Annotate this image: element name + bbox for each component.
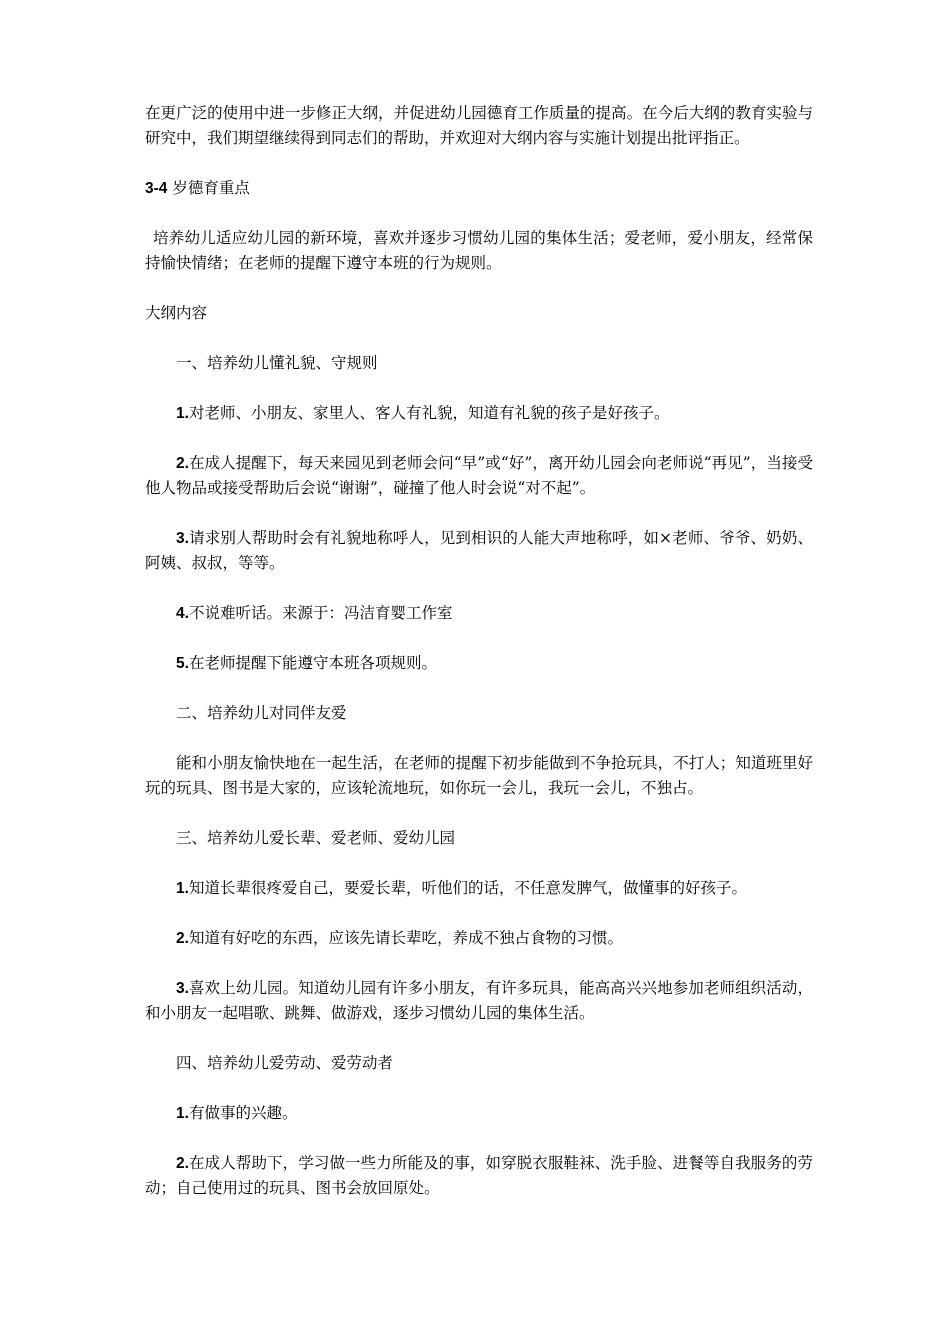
item-text: 在老师提醒下能遵守本班各项规则。 <box>188 654 437 672</box>
section-title-text: 岁德育重点 <box>167 179 250 197</box>
part1-heading: 一、培养幼儿懂礼貌、守规则 <box>176 354 378 372</box>
part4-heading: 四、培养幼儿爱劳动、爱劳动者 <box>176 1054 394 1072</box>
item-text: 不说难听话。来源于：冯洁育婴工作室 <box>188 604 453 622</box>
section-title-age: 3-4 <box>145 180 168 197</box>
item-number: 1. <box>176 1105 189 1122</box>
item-text: 在成人提醒下，每天来园见到老师会问“早”或“好”，离开幼儿园会向老师说“再见”，当接受他人物品或接受帮助后会说“谢谢”，碰撞了他人时会说“对不起”。 <box>145 454 813 497</box>
goal-paragraph: 培养幼儿适应幼儿园的新环境，喜欢并逐步习惯幼儿园的集体生活；爱老师，爱小朋友，经常保持愉快情绪；在老师的提醒下遵守本班的行为规则。 <box>145 229 813 272</box>
item-number: 1. <box>176 880 189 897</box>
part3-item-3 <box>145 976 813 1026</box>
part1-item-5 <box>145 651 813 676</box>
section-title <box>145 176 813 201</box>
part4-item-1 <box>145 1101 813 1126</box>
item-text: 喜欢上幼儿园。知道幼儿园有许多小朋友，有许多玩具，能高高兴兴地参加老师组织活动，和小朋友一起唱歌、跳舞、做游戏，逐步习惯幼儿园的集体生活。 <box>145 979 813 1022</box>
part1-item-2 <box>145 451 813 501</box>
part2-heading: 二、培养幼儿对同伴友爱 <box>176 704 347 722</box>
item-number: 3. <box>176 980 189 997</box>
part1-item-1 <box>145 401 813 426</box>
item-text: 知道长辈很疼爱自己，要爱长辈，听他们的话，不任意发脾气，做懂事的好孩子。 <box>188 879 747 897</box>
item-text: 在成人帮助下，学习做一些力所能及的事，如穿脱衣服鞋袜、洗手脸、进餐等自我服务的劳动；自己使用过的玩具、图书会放回原处。 <box>145 1154 813 1197</box>
item-text: 请求别人帮助时会有礼貌地称呼人，见到相识的人能大声地称呼，如×老师、爷爷、奶奶、阿姨、叔叔，等等。 <box>145 529 813 572</box>
item-number: 1. <box>176 405 189 422</box>
outline-heading: 大纲内容 <box>145 304 208 322</box>
item-number: 3. <box>176 530 189 547</box>
item-text: 知道有好吃的东西，应该先请长辈吃，养成不独占食物的习惯。 <box>188 929 623 947</box>
part2-paragraph: 能和小朋友愉快地在一起生活，在老师的提醒下初步能做到不争抢玩具，不打人；知道班里好玩的玩具、图书是大家的，应该轮流地玩，如你玩一会儿，我玩一会儿，不独占。 <box>145 754 813 797</box>
item-number: 2. <box>176 930 189 947</box>
item-number: 2. <box>176 1155 189 1172</box>
part1-item-3 <box>145 526 813 576</box>
part3-item-2 <box>145 926 813 951</box>
part3-item-1 <box>145 876 813 901</box>
item-text: 对老师、小朋友、家里人、客人有礼貌，知道有礼貌的孩子是好孩子。 <box>188 404 670 422</box>
intro-paragraph: 在更广泛的使用中进一步修正大纲，并促进幼儿园德育工作质量的提高。在今后大纲的教育实验与研究中，我们期望继续得到同志们的帮助，并欢迎对大纲内容与实施计划提出批评指正。 <box>145 104 813 147</box>
item-text: 有做事的兴趣。 <box>188 1104 298 1122</box>
part3-heading: 三、培养幼儿爱长辈、爱老师、爱幼儿园 <box>176 829 456 847</box>
part1-item-4 <box>145 601 813 626</box>
item-number: 2. <box>176 455 189 472</box>
part4-item-2 <box>145 1151 813 1201</box>
item-number: 5. <box>176 655 189 672</box>
item-number: 4. <box>176 605 189 622</box>
